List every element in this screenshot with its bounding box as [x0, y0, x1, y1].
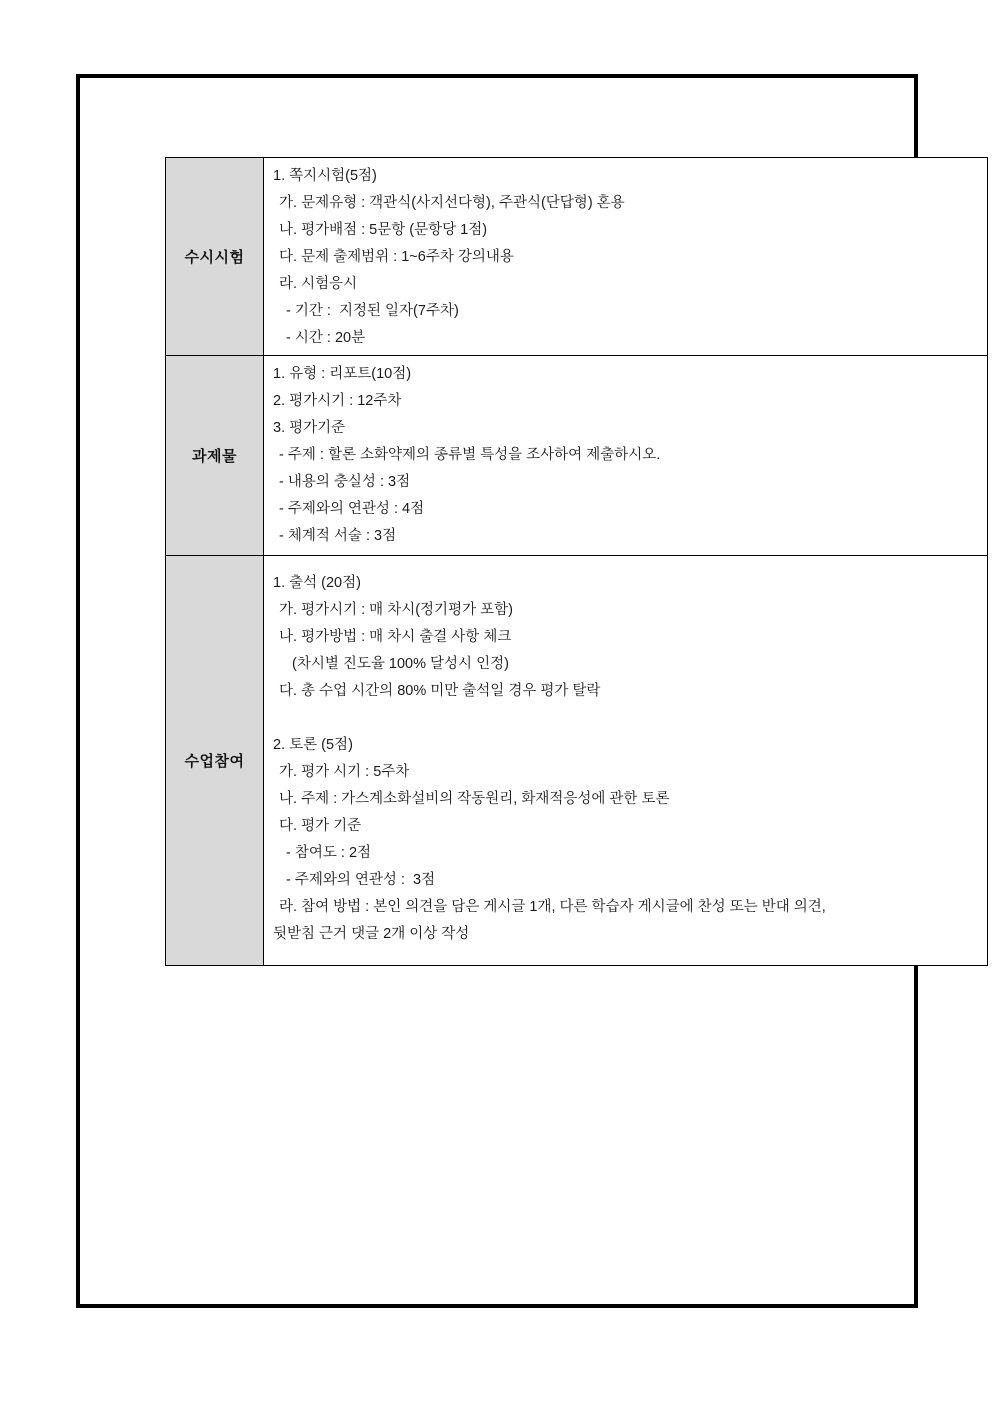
row-header-participation: 수업참여: [166, 556, 264, 966]
text-line: 라. 참여 방법 : 본인 의견을 담은 게시글 1개, 다른 학습자 게시글에 찬성 또는 반대 의견,: [279, 899, 826, 915]
blank-line: [273, 705, 975, 732]
text-line: 다. 총 수업 시간의 80% 미만 출석일 경우 평가 탈락: [279, 683, 601, 699]
text-line: - 주제와의 연관성 : 3점: [286, 872, 436, 888]
text-line: 나. 평가배점 : 5문항 (문항당 1점): [279, 222, 488, 238]
table-row: [166, 158, 988, 356]
text-line: 가. 평가 시기 : 5주차: [279, 764, 410, 780]
text-line: 1. 출석 (20점): [273, 575, 361, 591]
row-content-participation: [264, 556, 988, 966]
row-content-assignment: [264, 356, 988, 556]
text-line: 나. 평가방법 : 매 차시 출결 사항 체크: [279, 629, 512, 645]
text-line: 나. 주제 : 가스계소화설비의 작동원리, 화재적응성에 관한 토론: [279, 791, 670, 807]
text-line: - 내용의 충실성 : 3점: [279, 474, 411, 490]
text-line: 1. 쪽지시험(5점): [273, 168, 377, 184]
text-line: 뒷받침 근거 댓글 2개 이상 작성: [273, 926, 470, 942]
text-line: 라. 시험응시: [279, 276, 358, 292]
text-line: - 참여도 : 2점: [286, 845, 372, 861]
text-line: - 체계적 서술 : 3점: [279, 528, 397, 544]
row-header-assignment: 과제물: [166, 356, 264, 556]
text-line: 다. 문제 출제범위 : 1~6주차 강의내용: [279, 249, 514, 265]
text-line: 다. 평가 기준: [279, 818, 362, 834]
text-line: 1. 유형 : 리포트(10점): [273, 366, 412, 382]
table-row: [166, 556, 988, 966]
text-line: 2. 평가시기 : 12주차: [273, 393, 402, 409]
text-line: 2. 토론 (5점): [273, 737, 353, 753]
text-line: 가. 평가시기 : 매 차시(정기평가 포함): [279, 602, 513, 618]
page-border-frame: [76, 74, 918, 1308]
text-line: - 시간 : 20분: [286, 330, 366, 346]
text-line: 3. 평가기준: [273, 420, 346, 436]
row-header-exam: 수시시험: [166, 158, 264, 356]
text-line: - 주제 : 할론 소화약제의 종류별 특성을 조사하여 제출하시오.: [279, 447, 661, 463]
row-content-exam: [264, 158, 988, 356]
text-line: - 기간 : 지정된 일자(7주차): [286, 303, 459, 319]
text-line: 가. 문제유형 : 객관식(사지선다형), 주관식(단답형) 혼용: [279, 195, 625, 211]
text-line: (차시별 진도율 100% 달성시 인정): [292, 656, 509, 672]
evaluation-table: [165, 157, 988, 966]
table-row: [166, 356, 988, 556]
text-line: - 주제와의 연관성 : 4점: [279, 501, 425, 517]
